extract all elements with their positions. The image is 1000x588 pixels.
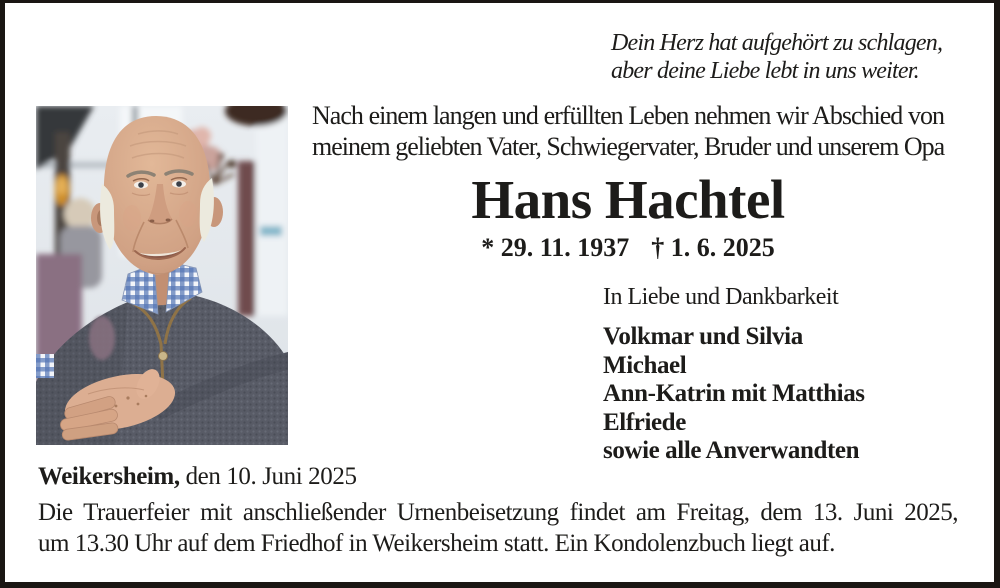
epigraph [611,30,942,85]
portrait-photo [36,106,288,445]
mourner-2: Michael [603,351,687,379]
mourner-3: Ann-Katrin mit Matthias [603,380,865,407]
intro-paragraph [312,100,944,162]
intro-line-1: Nach einem langen und erfüllten Leben nehmen wir Abschied von [312,101,944,130]
funeral-info [38,498,958,559]
deceased-name: Hans Hachtel [471,169,785,230]
place-dateline [38,463,357,491]
epigraph-line-2: aber deine Liebe lebt in uns weiter. [611,57,919,84]
funeral-line-1: Die Trauerfeier mit anschließender Urnenbeisetzung findet am Freitag, dem 13. Juni 2025, [38,499,958,526]
mourners-list [603,323,865,466]
intro-line-2: meinem geliebten Vater, Schwiegervater, Bruder und unserem Opa [312,132,945,161]
place-name: Weikersheim, [38,463,180,490]
portrait-photo-art [36,106,288,445]
birth-date: * 29. 11. 1937 [481,233,630,262]
funeral-line-2: um 13.30 Uhr auf dem Friedhof in Weikersheim statt. Ein Kondolenzbuch liegt auf. [38,529,835,557]
mourner-4: Elfriede [603,408,686,436]
mourner-5: sowie alle Anverwandten [603,437,860,464]
life-dates [312,233,944,263]
epigraph-line-1: Dein Herz hat aufgehört zu schlagen, [611,30,943,56]
death-date: † 1. 6. 2025 [651,233,775,262]
date-text: den 10. Juni 2025 [179,463,357,490]
farewell-line: In Liebe und Dankbarkeit [603,284,839,310]
mourner-1: Volkmar und Silvia [603,323,803,350]
